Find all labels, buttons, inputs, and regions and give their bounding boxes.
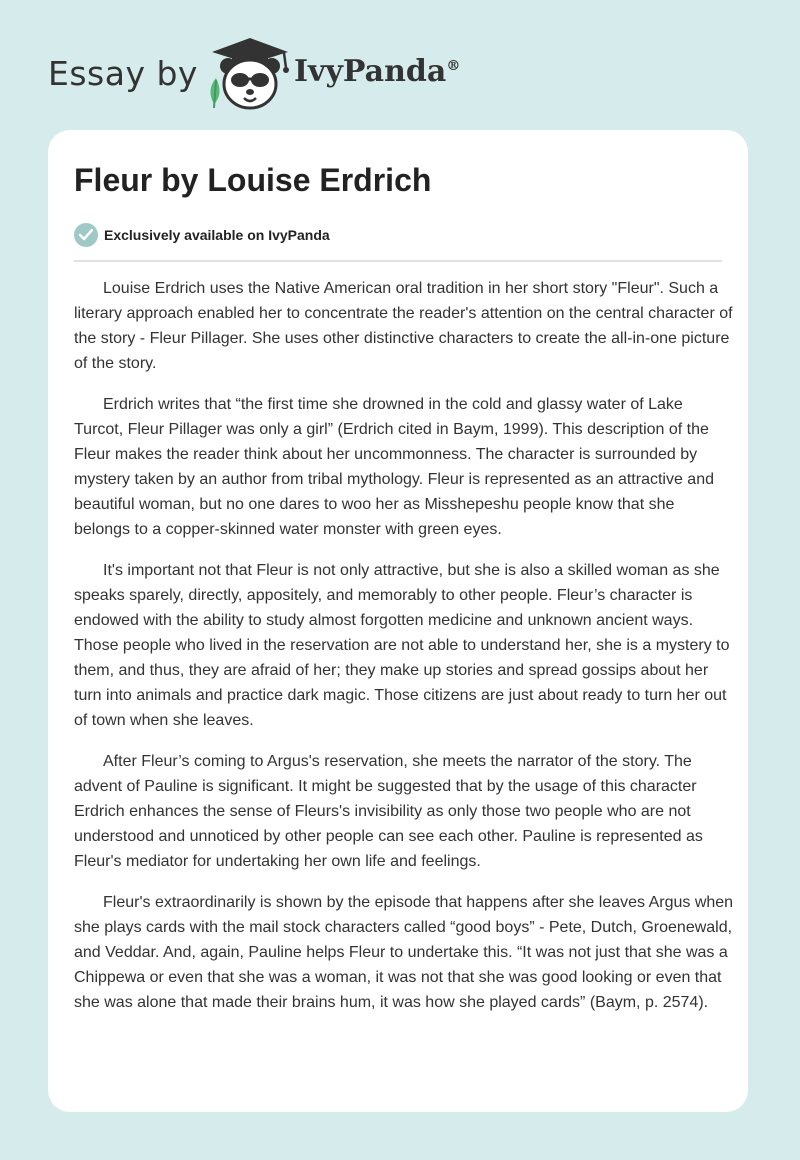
- divider: [74, 260, 722, 262]
- checkmark-icon: [74, 223, 98, 247]
- essay-card: [48, 130, 748, 1112]
- essay-paragraph: After Fleur’s coming to Argus's reservation, she meets the narrator of the story. The advent of Pauline is significant. It might be suggested that by the usage of this character Erdrich enhances the sense of Fleurs's invisibility as only those two people who are not understood and unnoticed by other people can see each other. Pauline is represented as Fleur's mediator for undertaking her own life and feelings.: [74, 753, 703, 870]
- essay-paragraph: Erdrich writes that “the first time she drowned in the cold and glassy water of Lake Turcot, Fleur Pillager was only a girl” (Erdrich cited in Baym, 1999). This description of the Fleur makes the reader think about her uncommonness. The character is surrounded by mystery taken by an author from tribal mythology. Fleur is represented as an attractive and beautiful woman, but no one dares to woo her as Misshepeshu people know that she belongs to a copper-skinned water monster with green eyes.: [74, 396, 714, 538]
- site-header: [48, 34, 548, 114]
- exclusive-badge-label: Exclusively available on IvyPanda: [104, 227, 330, 243]
- trademark-symbol: ®: [446, 58, 461, 74]
- exclusive-badge: [74, 222, 330, 248]
- essay-paragraph: Fleur's extraordinarily is shown by the episode that happens after she leaves Argus when she plays cards with the mail stock characters called “good boys” - Pete, Dutch, Groenewald, and Veddar. And, again, Pauline helps Fleur to undertake this. “It was not just that she was a Chippewa or even that she was a woman, it was not that she was good looking or even that she was alone that made their brains hum, it was how she played cards” (Baym, p. 2574).: [74, 894, 734, 1011]
- ivypanda-brand-name[interactable]: IvyPanda®: [294, 54, 461, 89]
- panda-logo-icon[interactable]: [202, 34, 298, 112]
- page-title: Fleur by Louise Erdrich: [74, 162, 432, 198]
- essay-body: [74, 276, 734, 1031]
- essay-paragraph: Louise Erdrich uses the Native American oral tradition in her short story "Fleur". Such a literary approach enabled her to concentrate the reader's attention on the central character of the story - Fleur Pillager. She uses other distinctive characters to create the all-in-one picture of the story.: [74, 280, 733, 372]
- essay-paragraph: It's important not that Fleur is not only attractive, but she is also a skilled woman as she speaks sparely, directly, appositely, and memorably to other people. Fleur’s character is endowed with the ability to study almost forgotten medicine and unknown ancient ways. Those people who lived in the reservation are not able to understand her, she is a mystery to them, and thus, they are afraid of her; they make up stories and spread gossips about her turn into animals and practice dark magic. Those citizens are just about ready to turn her out of town when she leaves.: [74, 562, 730, 729]
- essay-by-label: Essay by: [48, 54, 198, 93]
